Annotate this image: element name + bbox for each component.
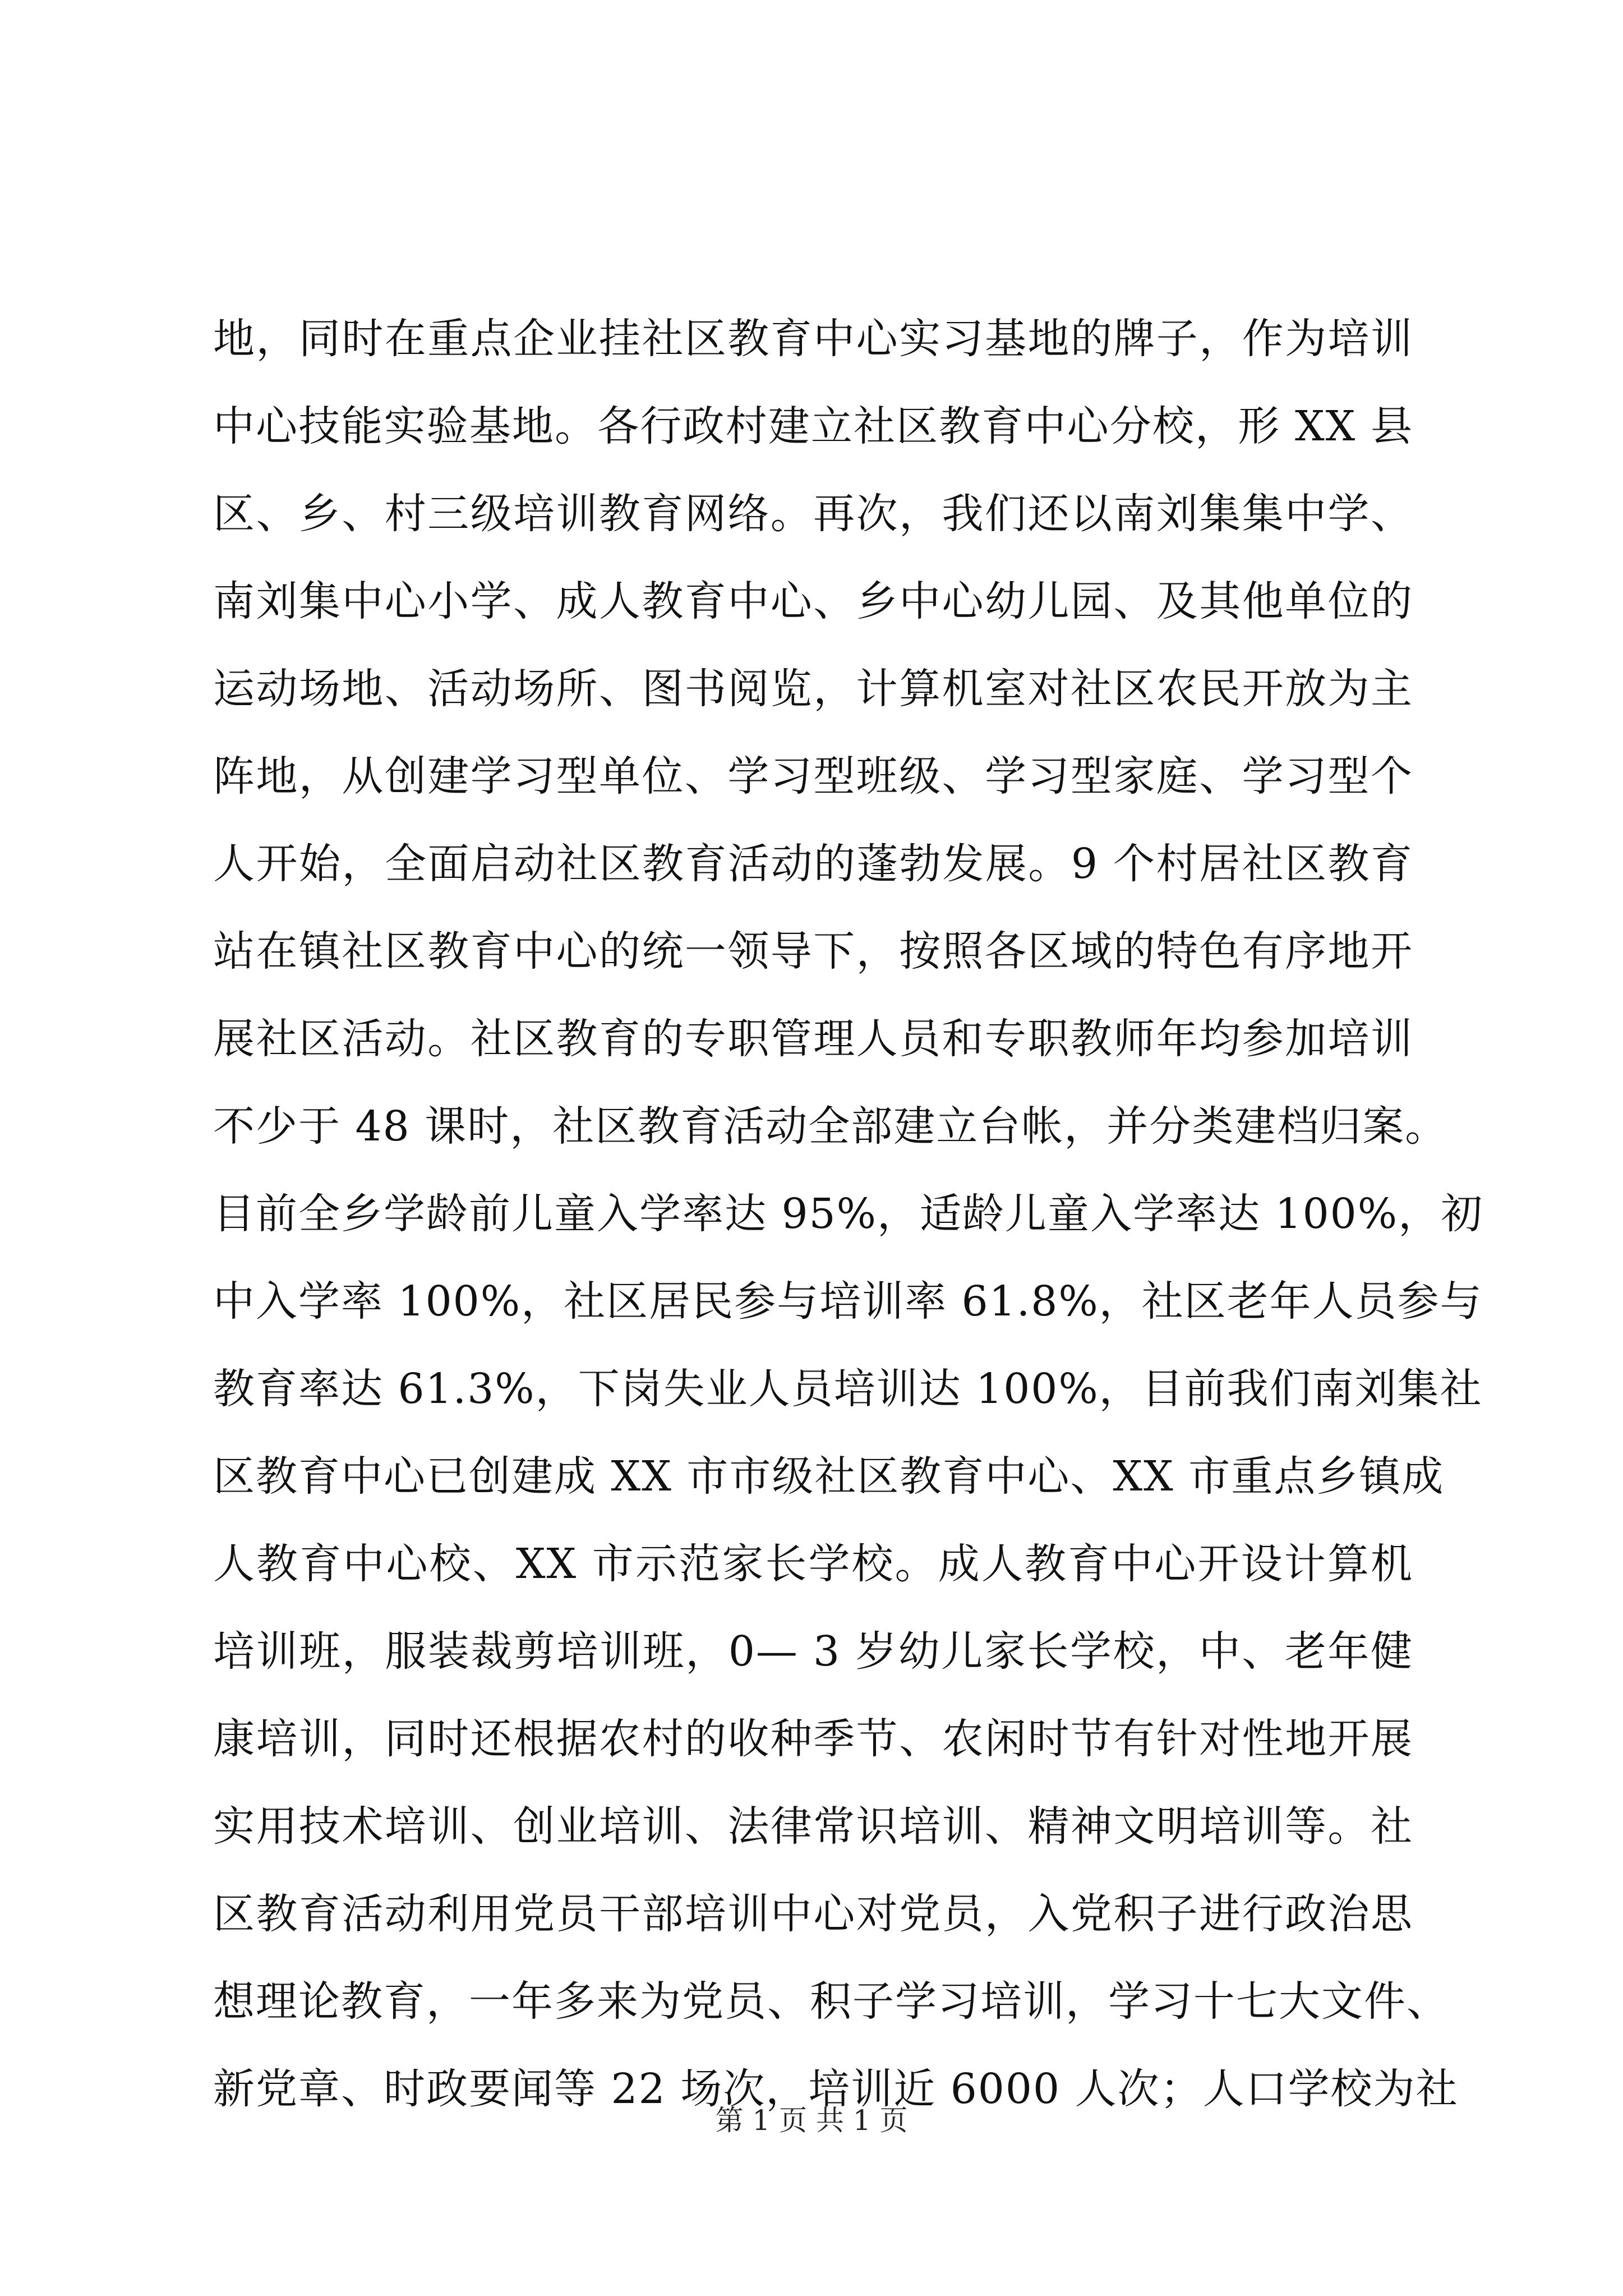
text-line-21: 新党章、时政要闻等 22 场次，培训近 6000 人次；人口学校为社 bbox=[213, 2065, 1459, 2113]
text-line-7: 人开始，全面启动社区教育活动的蓬勃发展。9 个村居社区教育 bbox=[213, 840, 1413, 888]
text-line-19: 区教育活动利用党员干部培训中心对党员，入党积子进行政治思 bbox=[213, 1890, 1413, 1938]
text-line-17: 康培训，同时还根据农村的收种季节、农闲时节有针对性地开展 bbox=[213, 1715, 1413, 1763]
text-line-10: 不少于 48 课时，社区教育活动全部建立台帐，并分类建档归案。 bbox=[213, 1102, 1448, 1151]
text-line-4: 南刘集中心小学、成人教育中心、乡中心幼儿园、及其他单位的 bbox=[213, 577, 1413, 625]
text-line-18: 实用技术培训、创业培训、法律常识培训、精神文明培训等。社 bbox=[213, 1802, 1413, 1851]
text-line-8: 站在镇社区教育中心的统一领导下，按照各区域的特色有序地开 bbox=[213, 927, 1413, 976]
text-line-5: 运动场地、活动场所、图书阅览，计算机室对社区农民开放为主 bbox=[213, 665, 1413, 713]
text-line-11: 目前全乡学龄前儿童入学率达 95%，适龄儿童入学率达 100%，初 bbox=[213, 1190, 1484, 1238]
text-line-14: 区教育中心已创建成 XX 市市级社区教育中心、XX 市重点乡镇成 bbox=[213, 1452, 1445, 1501]
text-line-3: 区、乡、村三级培训教育网络。再次，我们还以南刘集集中学、 bbox=[213, 490, 1413, 538]
page-footer: 第 1 页 共 1 页 bbox=[715, 2104, 908, 2137]
document-body bbox=[213, 295, 1484, 2133]
text-line-2: 中心技能实验基地。各行政村建立社区教育中心分校，形 XX 县 bbox=[213, 402, 1413, 450]
text-line-20: 想理论教育，一年多来为党员、积子学习培训，学习十七大文件、 bbox=[213, 1977, 1449, 2026]
text-line-1: 地，同时在重点企业挂社区教育中心实习基地的牌子，作为培训 bbox=[213, 315, 1413, 363]
text-line-15: 人教育中心校、XX 市示范家长学校。成人教育中心开设计算机 bbox=[213, 1540, 1413, 1588]
text-line-9: 展社区活动。社区教育的专职管理人员和专职教师年均参加培训 bbox=[213, 1015, 1413, 1063]
text-line-12: 中入学率 100%，社区居民参与培训率 61.8%，社区老年人员参与 bbox=[213, 1277, 1483, 1326]
text-line-6: 阵地，从创建学习型单位、学习型班级、学习型家庭、学习型个 bbox=[213, 752, 1413, 800]
text-line-16: 培训班，服装裁剪培训班，0— 3 岁幼儿家长学校，中、老年健 bbox=[213, 1627, 1413, 1676]
text-line-13: 教育率达 61.3%，下岗失业人员培训达 100%，目前我们南刘集社 bbox=[213, 1365, 1483, 1413]
